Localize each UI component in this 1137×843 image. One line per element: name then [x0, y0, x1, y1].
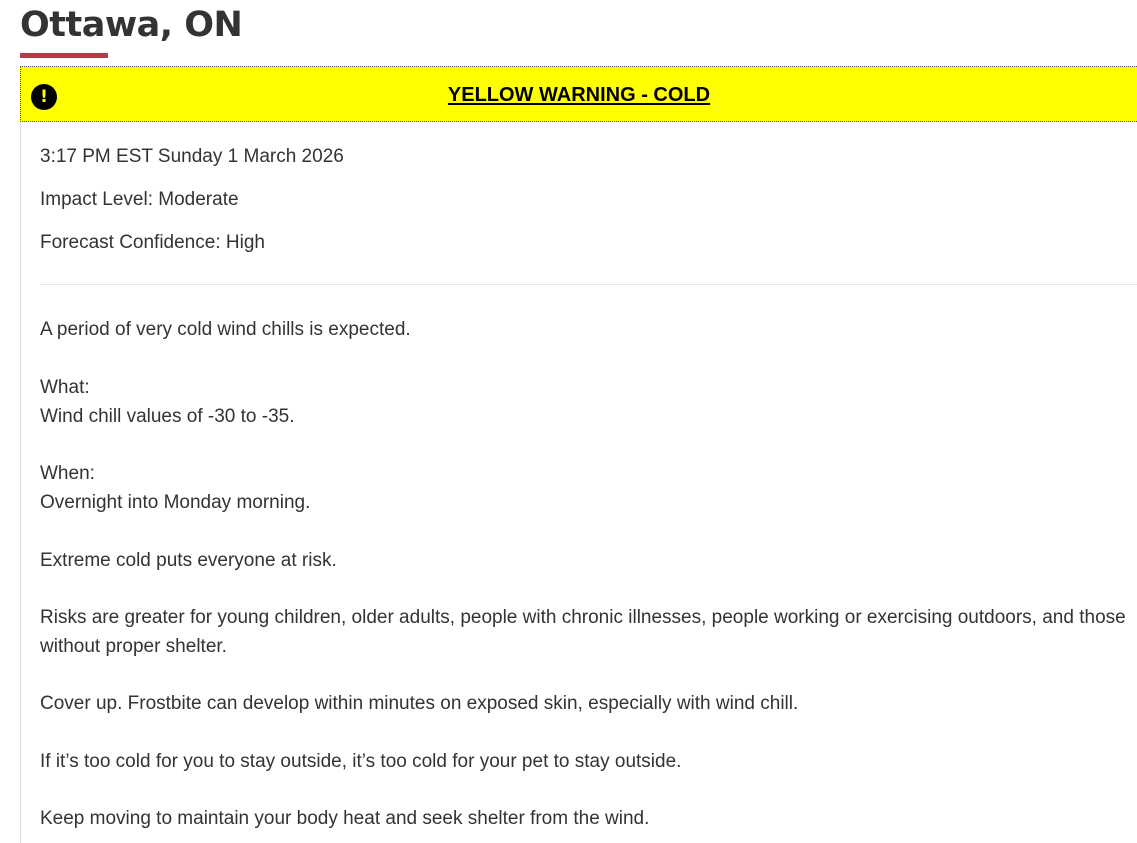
when-text: Overnight into Monday morning. [40, 492, 311, 513]
when-label: When: [40, 463, 95, 484]
what-text: Wind chill values of -30 to -35. [40, 406, 295, 427]
frostbite-paragraph: Cover up. Frostbite can develop within minutes on exposed skin, especially with wind chill. [40, 693, 799, 714]
at-risk-groups-paragraph: Risks are greater for young children, older adults, people with chronic illnesses, people working or exercising outdoors, and those without proper shelter. [40, 607, 1126, 657]
impact-level: Impact Level: Moderate [40, 189, 239, 210]
what-label: What: [40, 377, 90, 398]
pet-safety-paragraph: If it’s too cold for you to stay outside, it’s too cold for your pet to stay outside. [40, 751, 682, 772]
page-title: Ottawa, ON [20, 5, 243, 45]
warning-title: YELLOW WARNING - COLD [447, 84, 711, 106]
warning-details [20, 122, 1137, 843]
warning-banner [20, 66, 1137, 122]
issued-timestamp: 3:17 PM EST Sunday 1 March 2026 [40, 146, 344, 167]
exclamation-icon: ! [31, 84, 57, 110]
risk-paragraph: Extreme cold puts everyone at risk. [40, 550, 337, 571]
body-heat-paragraph: Keep moving to maintain your body heat and seek shelter from the wind. [40, 808, 650, 829]
title-underline [20, 53, 108, 58]
divider [40, 284, 1137, 285]
forecast-confidence: Forecast Confidence: High [40, 232, 265, 253]
warning-summary: A period of very cold wind chills is expected. [40, 319, 411, 340]
